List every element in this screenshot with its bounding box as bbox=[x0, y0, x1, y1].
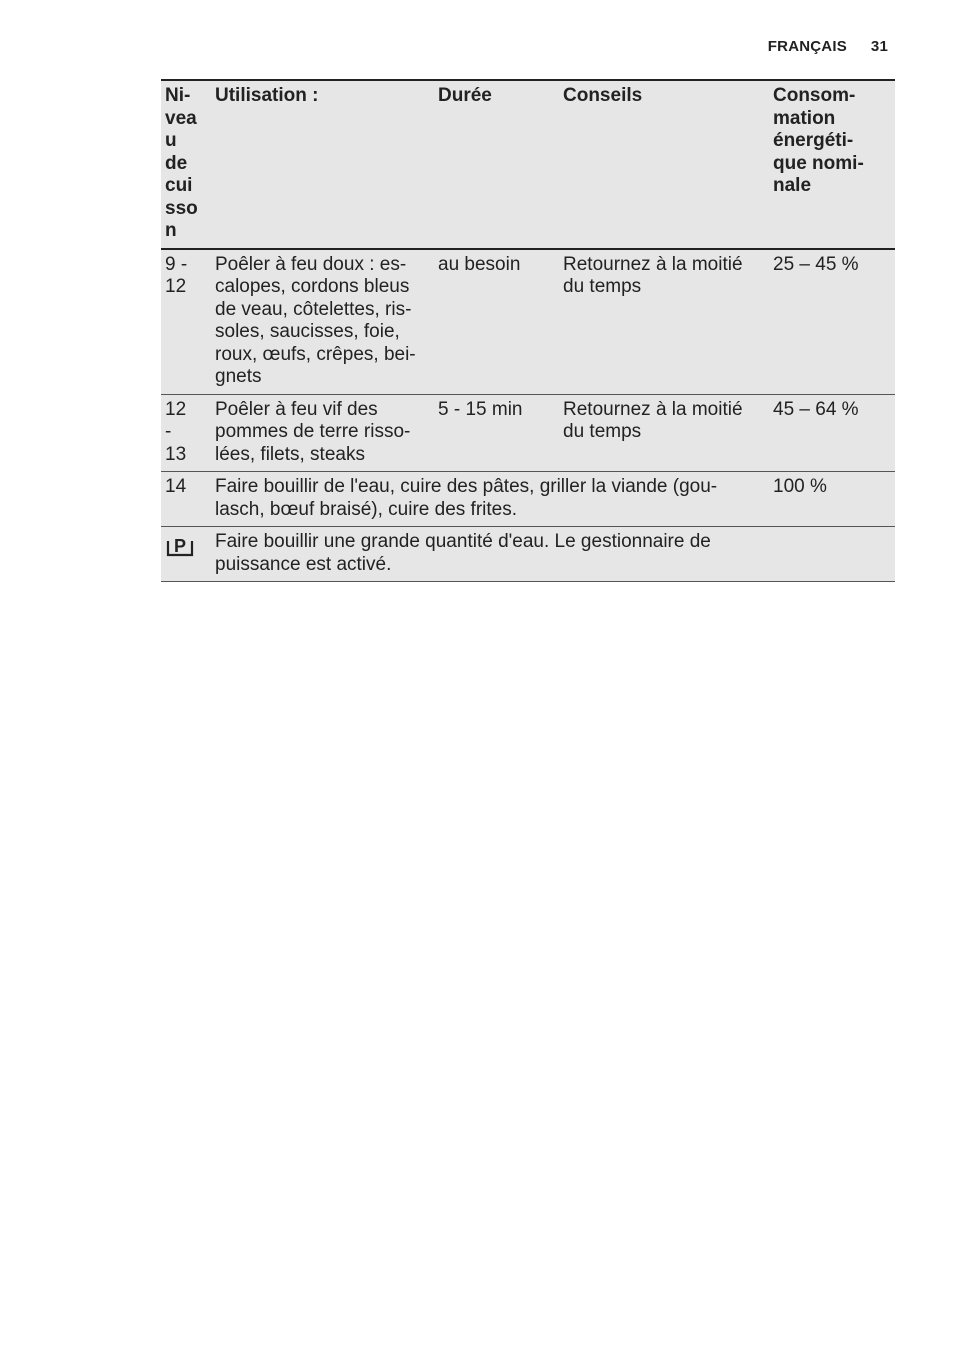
table-row bbox=[161, 472, 895, 527]
header-duration: Durée bbox=[434, 80, 559, 249]
header-level: Ni- vea u de cui sso n bbox=[161, 80, 211, 249]
header-use: Utilisation : bbox=[211, 80, 434, 249]
tips-cell: Retournez à la moitié du temps bbox=[559, 249, 769, 395]
duration-cell: 5 - 15 min bbox=[434, 394, 559, 472]
power-boost-p-icon bbox=[165, 534, 195, 558]
level-cell: 12 - 13 bbox=[161, 394, 211, 472]
svg-text:P: P bbox=[173, 536, 187, 556]
level-cell bbox=[161, 527, 211, 582]
consumption-cell: 45 – 64 % bbox=[769, 394, 895, 472]
table-header-row bbox=[161, 80, 895, 249]
consumption-cell: 25 – 45 % bbox=[769, 249, 895, 395]
page-header bbox=[768, 38, 888, 55]
cooking-levels-table bbox=[161, 79, 895, 582]
page-number: 31 bbox=[870, 38, 888, 55]
table-row bbox=[161, 527, 895, 582]
header-language: FRANÇAIS bbox=[767, 38, 847, 55]
use-cell: Poêler à feu doux : es- calopes, cordons bleus de veau, côtelettes, ris- soles, saucisses, foie, roux, œufs, crêpes, bei- gnets bbox=[211, 249, 434, 395]
use-cell: Faire bouillir de l'eau, cuire des pâtes, griller la viande (gou- lasch, bœuf braisé), cuire des frites. bbox=[211, 472, 769, 527]
header-tips: Conseils bbox=[559, 80, 769, 249]
duration-cell: au besoin bbox=[434, 249, 559, 395]
table-row bbox=[161, 249, 895, 395]
tips-cell: Retournez à la moitié du temps bbox=[559, 394, 769, 472]
header-consumption: Consom- mation énergéti- que nomi- nale bbox=[769, 80, 895, 249]
use-cell: Faire bouillir une grande quantité d'eau. Le gestionnaire de puissance est activé. bbox=[211, 527, 895, 582]
table-row bbox=[161, 394, 895, 472]
level-cell: 14 bbox=[161, 472, 211, 527]
consumption-cell: 100 % bbox=[769, 472, 895, 527]
use-cell: Poêler à feu vif des pommes de terre risso- lées, filets, steaks bbox=[211, 394, 434, 472]
level-cell: 9 - 12 bbox=[161, 249, 211, 395]
